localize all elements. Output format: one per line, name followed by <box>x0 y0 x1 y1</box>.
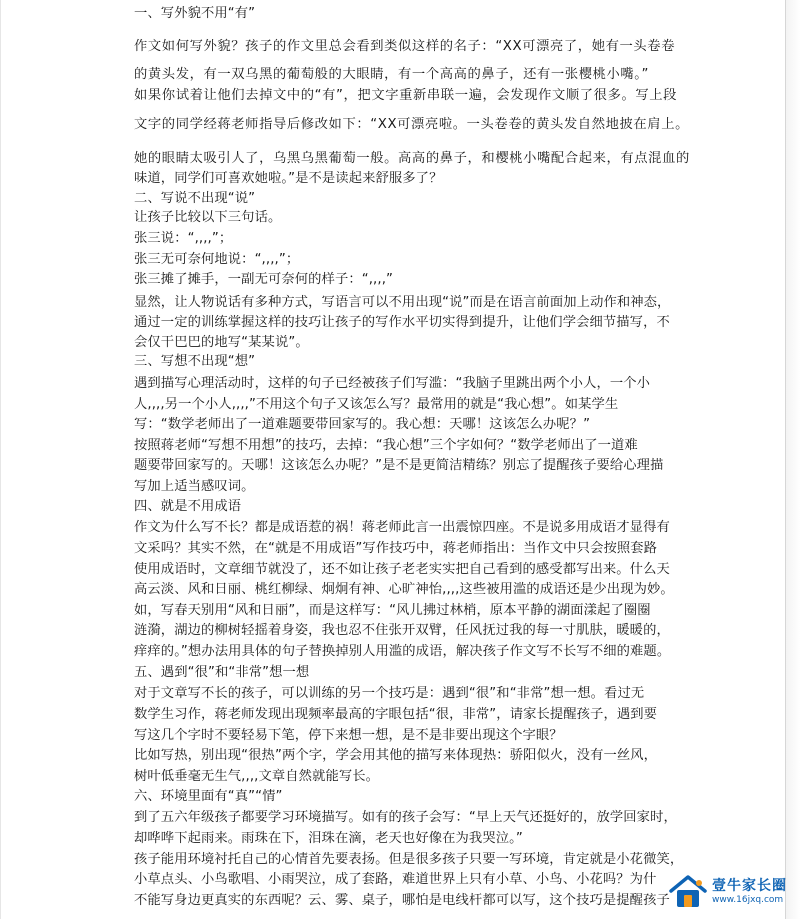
paragraph-line: 的黄头发，有一双乌黑的葡萄般的大眼睛，有一个高高的鼻子，还有一张樱桃小嘴。” <box>134 67 650 82</box>
paragraph-line: 数学生习作，蒋老师发现出现频率最高的字眼包括“很，非常”，请家长提醒孩子，遇到要 <box>134 707 658 722</box>
paragraph-line: 味道，同学们可喜欢她啦。”是不是读起来舒服多了？ <box>134 171 443 186</box>
paragraph-line: 张三无可奈何地说：“,,,,”； <box>134 252 300 267</box>
paragraph-line: 如果你试着让他们去掉文中的“有”，把文字重新串联一遍，会发现作文顺了很多。写上段 <box>134 88 678 103</box>
watermark-url: www.16jxq.com <box>712 895 784 905</box>
paragraph-line: 涟漪，湖边的柳树轻摇着身姿，我也忍不住张开双臂，任风抚过我的每一寸肌肤，暖暖的， <box>134 623 670 638</box>
site-watermark <box>668 872 796 912</box>
paragraph-line: 树叶低垂毫无生气,,,,文章自然就能写长。 <box>134 769 380 784</box>
paragraph-line: 人,,,,另一个小人,,,,”不用这个句子又该怎么写？最常用的就是“我心想”。如某学生 <box>134 397 619 412</box>
heading-3: 三、写想不出现“想” <box>134 354 256 369</box>
watermark-name: 壹牛家长圈 <box>712 878 787 894</box>
paragraph-line: 作文为什么写不长？都是成语惹的祸！蒋老师此言一出震惊四座。不是说多用成语才显得有 <box>134 520 670 535</box>
heading-4: 四、就是不用成语 <box>134 499 242 514</box>
paragraph-line: 会仅干巴巴的地写“某某说”。 <box>134 335 309 350</box>
paragraph-line: 题要带回家写的。天哪！这该怎么办呢？”是不是更简洁精练？别忘了提醒孩子要给心理描 <box>134 458 664 473</box>
page-edge-shadow <box>786 0 800 919</box>
heading-6: 六、环境里面有“真”“情” <box>134 789 283 804</box>
heading-1: 一、写外貌不用“有” <box>134 6 256 21</box>
paragraph-line: 张三说：“,,,,”； <box>134 231 233 246</box>
paragraph-line: 却哗哗下起雨来。雨珠在下，泪珠在滴，老天也好像在为我哭泣。” <box>134 831 523 846</box>
paragraph-line: 她的眼睛太吸引人了，乌黑乌黑葡萄一般。高高的鼻子，和樱桃小嘴配合起来，有点混血的 <box>134 151 690 166</box>
paragraph-line: 写：“数学老师出了一道难题要带回家写的。我心想：天哪！这该怎么办呢？” <box>134 417 591 432</box>
paragraph-line: 孩子能用环境衬托自己的心情首先要表扬。但是很多孩子只要一写环境，肯定就是小花微笑， <box>134 852 684 867</box>
paragraph-line: 通过一定的训练掌握这样的技巧让孩子的写作水平切实得到提升，让他们学会细节描写，不 <box>134 315 670 330</box>
paragraph-line: 写这几个字时不要轻易下笔，停下来想一想，是不是非要出现这个字眼？ <box>134 728 563 743</box>
paragraph-line: 到了五六年级孩子都要学习环境描写。如有的孩子会写：“早上天气还挺好的，放学回家时， <box>134 810 677 825</box>
paragraph-line: 对于文章写不长的孩子，可以训练的另一个技巧是：遇到“很”和“非常”想一想。看过无 <box>134 686 645 701</box>
paragraph-line: 使用成语时，文章细节就没了，还不如让孩子老老实实把自己看到的感受都写出来。什么天 <box>134 562 670 577</box>
paragraph-line: 张三摊了摊手，一副无可奈何的样子：“,,,,” <box>134 272 394 287</box>
paragraph-line: 显然，让人物说话有多种方式，写语言可以不用出现“说”而是在语言前面加上动作和神态， <box>134 295 671 310</box>
paragraph-line: 比如写热，别出现“很热”两个字，学会用其他的描写来体现热：骄阳似火，没有一丝风， <box>134 748 658 763</box>
paragraph-line: 文字的同学经蒋老师指导后修改如下：“XX可漂亮啦。一头卷卷的黄头发自然地披在肩上。 <box>134 117 689 132</box>
paragraph-line: 遇到描写心理活动时，这样的句子已经被孩子们写滥：“我脑子里跳出两个小人，一个小 <box>134 376 651 391</box>
house-logo-icon <box>668 874 708 910</box>
paragraph-line: 高云淡、风和日丽、桃红柳绿、炯炯有神、心旷神怡,,,,这些被用滥的成语还是少出现为妙。 <box>134 582 674 597</box>
paragraph-line: 不能写身边更真实的东西呢？云、雾、桌子，哪怕是电线杆都可以写，这个技巧是提醒孩子 <box>134 893 670 908</box>
paragraph-line: 按照蒋老师“写想不用想”的技巧，去掉：“我心想”三个字如何？“数学老师出了一道难 <box>134 438 638 453</box>
paragraph-line: 作文如何写外貌？孩子的作文里总会看到类似这样的名子：“XX可漂亮了，她有一头卷卷 <box>134 39 676 54</box>
paragraph-line: 文采吗？其实不然，在“就是不用成语”写作技巧中，蒋老师指出：当作文中只会按照套路 <box>134 541 658 556</box>
paragraph-line: 小草点头、小鸟歌唱、小雨哭泣，成了套路，难道世界上只有小草、小鸟、小花吗？为什 <box>134 872 657 887</box>
paragraph-line: 写加上适当感叹词。 <box>134 479 255 494</box>
paragraph-line: 痒痒的。”想办法用具体的句子替换掉别人用滥的成语，解决孩子作文写不长写不细的难题。 <box>134 644 671 659</box>
paragraph-line: 让孩子比较以下三句话。 <box>134 210 282 225</box>
heading-5: 五、遇到“很”和“非常”想一想 <box>134 665 310 680</box>
heading-2: 二、写说不出现“说” <box>134 191 256 206</box>
paragraph-line: 如，写春天别用“风和日丽”，而是这样写：“风儿拂过林梢，原本平静的湖面漾起了圈圈 <box>134 603 651 618</box>
